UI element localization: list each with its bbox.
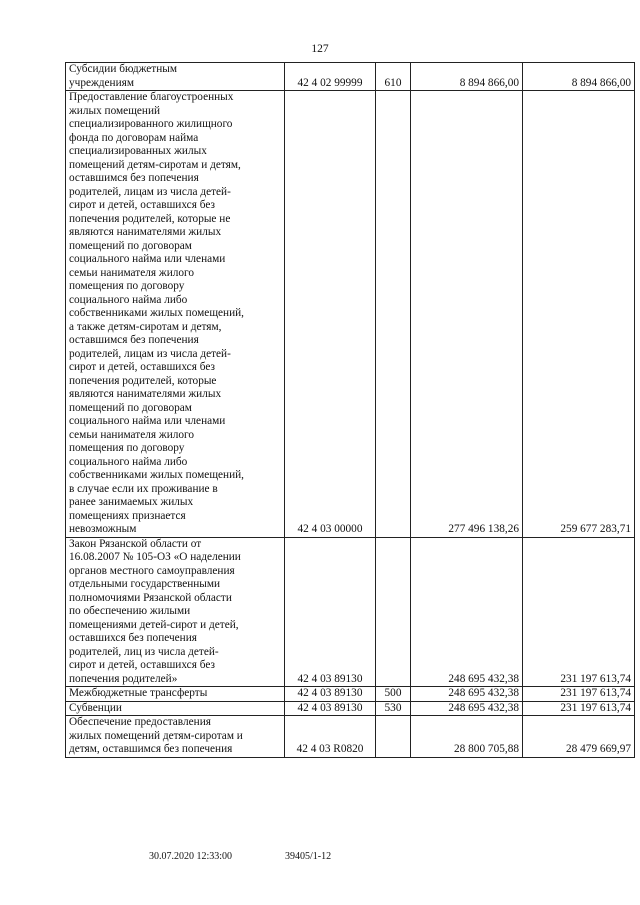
table-row — [66, 63, 635, 91]
row-amount-1: 248 695 432,38 — [411, 701, 523, 716]
row-amount-1: 248 695 432,38 — [411, 687, 523, 702]
row-name: Межбюджетные трансферты — [66, 687, 285, 702]
row-amount-2: 28 479 669,97 — [523, 716, 635, 758]
row-name: Обеспечение предоставления жилых помещений детям-сиротам и детям, оставшимся без попечения — [66, 716, 285, 758]
row-code: 42 4 03 R0820 — [285, 716, 376, 758]
row-amount-2: 231 197 613,74 — [523, 537, 635, 687]
row-amount-2: 231 197 613,74 — [523, 687, 635, 702]
row-name: Закон Рязанской области от 16.08.2007 № 105-ОЗ «О наделении органов местного самоуправления отдельными государственными полномочиями Рязанской области по обеспечению жилыми помещениями детей-сирот и детей, оставшихся без попечения родителей, лиц из числа детей- сирот и детей, оставшихся без попечения родителей» — [66, 537, 285, 687]
footer-timestamp: 30.07.2020 12:33:00 — [149, 851, 233, 862]
table-row — [66, 716, 635, 758]
row-name: Субсидии бюджетным учреждениям — [66, 63, 285, 91]
row-amount-2: 8 894 866,00 — [523, 63, 635, 91]
row-expense-type: 500 — [376, 687, 411, 702]
row-expense-type — [376, 537, 411, 687]
row-amount-1: 277 496 138,26 — [411, 91, 523, 538]
row-name: Субвенции — [66, 701, 285, 716]
row-expense-type — [376, 91, 411, 538]
row-amount-1: 28 800 705,88 — [411, 716, 523, 758]
table-row — [66, 537, 635, 687]
budget-table — [65, 62, 635, 758]
row-expense-type — [376, 716, 411, 758]
table-row — [66, 687, 635, 702]
row-amount-1: 248 695 432,38 — [411, 537, 523, 687]
row-amount-2: 231 197 613,74 — [523, 701, 635, 716]
row-amount-1: 8 894 866,00 — [411, 63, 523, 91]
row-code: 42 4 02 99999 — [285, 63, 376, 91]
table-row — [66, 91, 635, 538]
row-expense-type: 610 — [376, 63, 411, 91]
row-expense-type: 530 — [376, 701, 411, 716]
row-amount-2: 259 677 283,71 — [523, 91, 635, 538]
row-code: 42 4 03 89130 — [285, 537, 376, 687]
table-row — [66, 701, 635, 716]
row-code: 42 4 03 89130 — [285, 687, 376, 702]
row-name: Предоставление благоустроенных жилых помещений специализированного жилищного фонда по договорам найма специализированных жилых помещений детям-сиротам и детям, оставшимся без попечения родителей, лицам из числа детей- сирот и детей, оставшихся без попечения родителей, которые не являются нанимателями жилых помещений по договорам социального найма или членами семьи нанимателя жилого помещения по договору социального найма либо собственниками жилых помещений, а также детям-сиротам и детям, оставшимся без попечения родителей, лицам из числа детей- сирот и детей, оставшихся без попечения родителей, которые являются нанимателями жилых помещений по договорам социального найма или членами семьи нанимателя жилого помещения по договору социального найма либо собственниками жилых помещений, в случае если их проживание в ранее занимаемых жилых помещениях признается невозможным — [66, 91, 285, 538]
footer-doc-code: 39405/1-12 — [285, 851, 332, 862]
page-number: 127 — [311, 43, 329, 55]
row-code: 42 4 03 89130 — [285, 701, 376, 716]
row-code: 42 4 03 00000 — [285, 91, 376, 538]
